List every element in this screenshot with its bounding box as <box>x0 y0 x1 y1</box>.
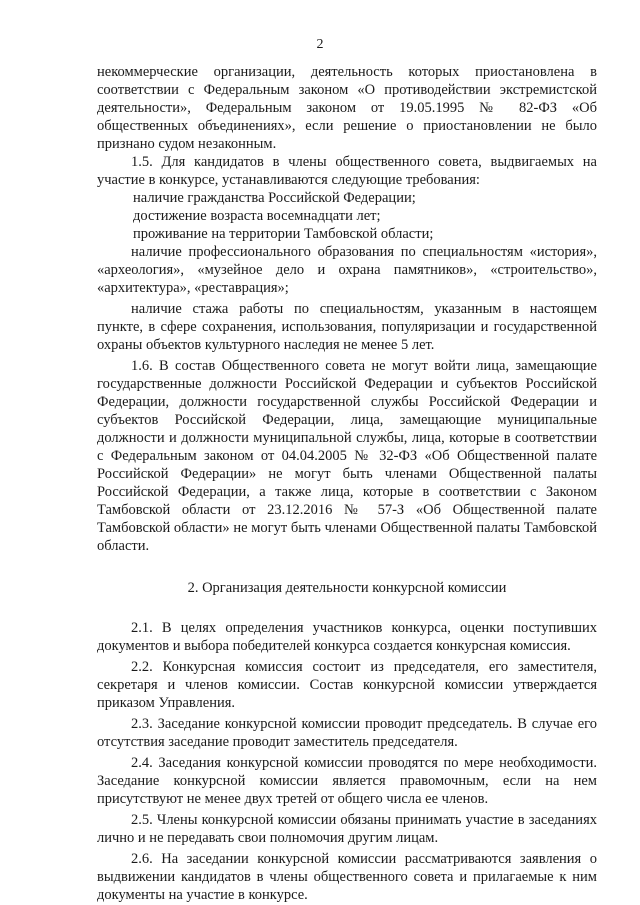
paragraph-2-5: 2.5. Члены конкурсной комиссии обязаны принимать участие в заседаниях лично и не передавать свои полномочия другим лицам. <box>97 812 597 846</box>
section-heading: 2. Организация деятельности конкурсной комиссии <box>187 580 507 596</box>
requirement-age: достижение возраста восемнадцати лет; <box>133 208 381 224</box>
document-body <box>97 63 597 904</box>
paragraph-1-6: 1.6. В состав Общественного совета не могут войти лица, замещающие государственные должности Российской Федерации и субъектов Российской Федерации, должности государственной службы Российской Федерации и субъектов Российской Федерации, лица, замещающие муниципальные должности и должности муниципальной службы, лица, которые в соответствии с Федеральным законом от 04.04.2005 № 32-ФЗ «Об Общественной палате Российской Федерации» не могут быть членами Общественной палаты Российской Федерации, а также лица, которые в соответствии с Законом Тамбовской области от 23.12.2016 № 57-З «Об Общественной палате Тамбовской области» не могут быть членами Общественной палаты Тамбовской области. <box>97 358 597 554</box>
paragraph-organizations: некоммерческие организации, деятельность которых приостановлена в соответствии с Федеральным законом «О противодействии экстремистской деятельности», Федеральным законом от 19.05.1995 № 82-ФЗ «Об общественных объединениях», если решение о приостановлении не было признано судом незаконным. <box>97 64 597 152</box>
page-number: 2 <box>316 37 324 52</box>
requirement-experience: наличие стажа работы по специальностям, указанным в настоящем пункте, в сфере сохранения, использования, популяризации и государственной охраны объектов культурного наследия не менее 5 лет. <box>97 301 597 353</box>
requirement-education: наличие профессионального образования по специальностям «история», «археология», «музейное дело и охрана памятников», «строительство», «архитектура», «реставрация»; <box>97 244 597 296</box>
requirement-citizenship: наличие гражданства Российской Федерации; <box>133 190 416 206</box>
paragraph-2-1: 2.1. В целях определения участников конкурса, оценки поступивших документов и выбора победителей конкурса создается конкурсная комиссия. <box>97 620 597 654</box>
paragraph-2-2: 2.2. Конкурсная комиссия состоит из председателя, его заместителя, секретаря и членов комиссии. Состав конкурсной комиссии утверждается приказом Управления. <box>97 659 597 711</box>
paragraph-1-5: 1.5. Для кандидатов в члены общественного совета, выдвигаемых на участие в конкурсе, устанавливаются следующие требования: <box>97 154 597 188</box>
requirement-residence: проживание на территории Тамбовской области; <box>133 226 434 242</box>
paragraph-2-4: 2.4. Заседания конкурсной комиссии проводятся по мере необходимости. Заседание конкурсной комиссии является правомочным, если на нем присутствуют не менее двух третей от общего числа ее членов. <box>97 755 597 807</box>
paragraph-2-6: 2.6. На заседании конкурсной комиссии рассматриваются заявления о выдвижении кандидатов в члены общественного совета и прилагаемые к ним документы на участие в конкурсе. <box>97 851 597 903</box>
paragraph-2-3: 2.3. Заседание конкурсной комиссии проводит председатель. В случае его отсутствия заседание проводит заместитель председателя. <box>97 716 597 750</box>
